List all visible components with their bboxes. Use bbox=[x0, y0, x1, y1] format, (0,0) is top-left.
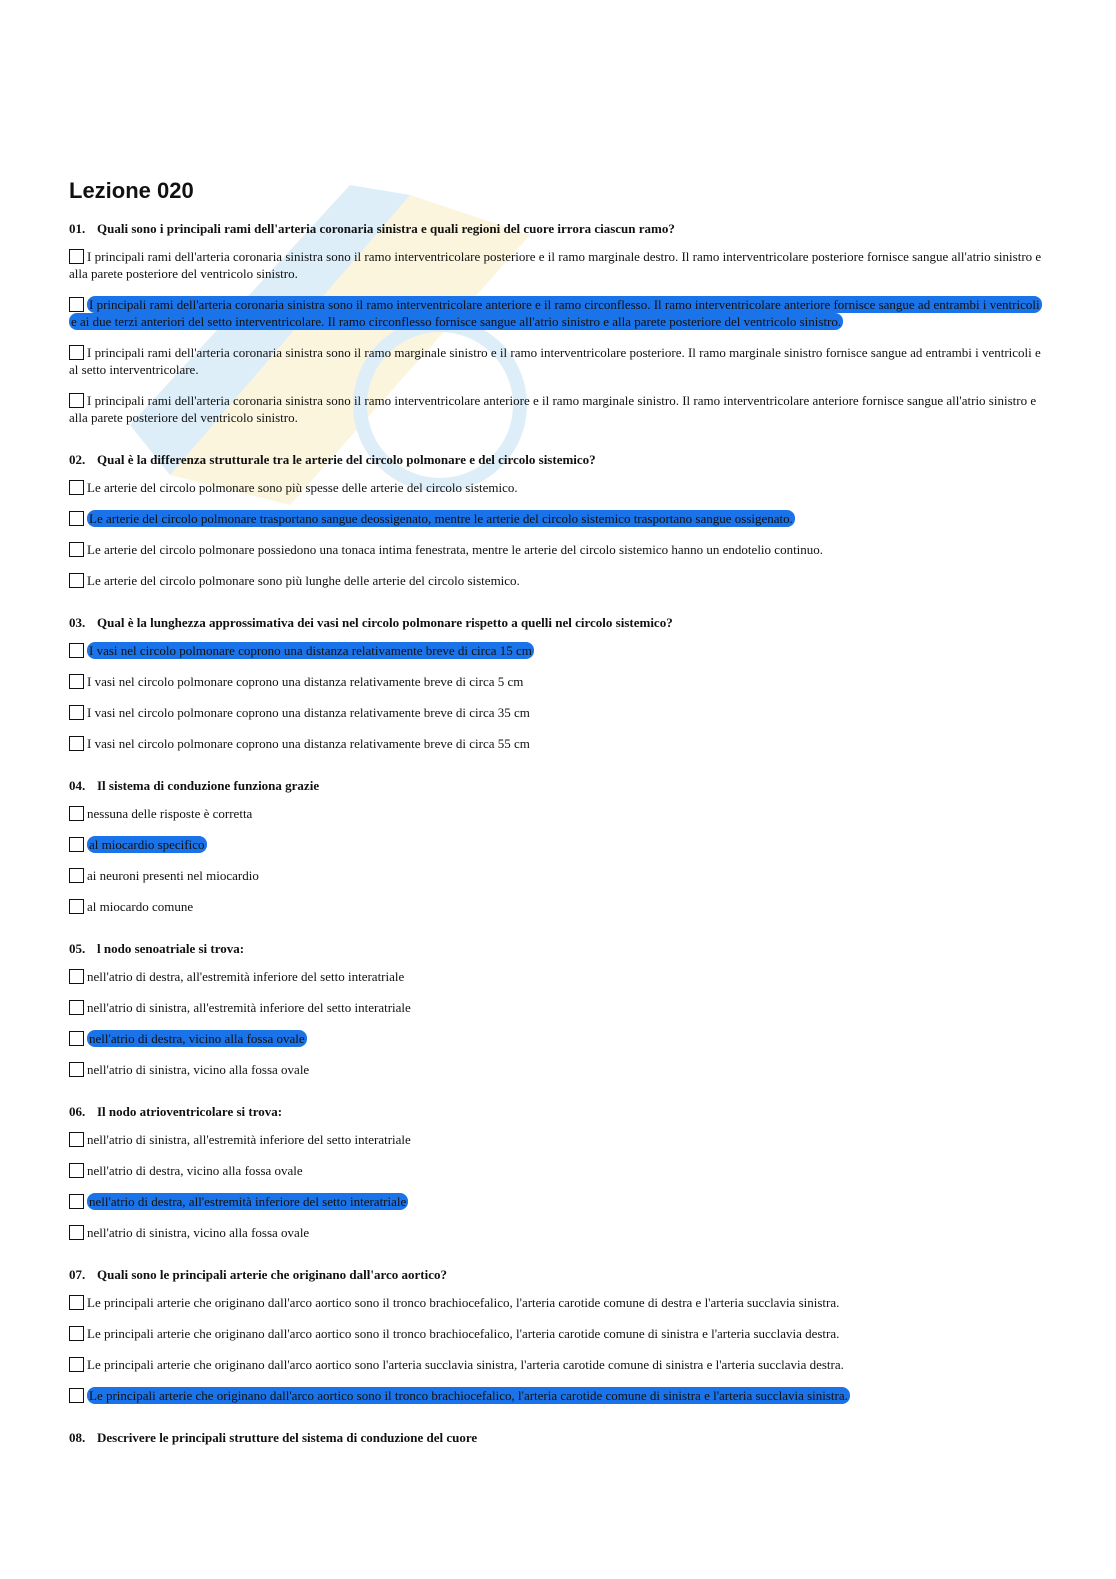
question-number: 05. bbox=[69, 941, 86, 957]
question-4 bbox=[69, 777, 1047, 915]
answer-checkbox[interactable] bbox=[69, 345, 84, 360]
answer-text: I principali rami dell'arteria coronaria sinistra sono il ramo interventricolare anteriore e il ramo marginale sinistro. Il ramo interventricolare anteriore fornisce sangue all'atrio sinistro e alla parete posteriore del ventricolo sinistro. bbox=[69, 393, 1037, 426]
answer-text: nell'atrio di sinistra, vicino alla fossa ovale bbox=[87, 1062, 310, 1078]
answer-text: nell'atrio di sinistra, vicino alla fossa ovale bbox=[87, 1225, 310, 1241]
highlighted-answer-text: al miocardio specifico bbox=[89, 837, 205, 853]
answer-option[interactable] bbox=[69, 296, 1047, 330]
answer-checkbox[interactable] bbox=[69, 674, 84, 689]
highlighted-answer-text: Le principali arterie che originano dall'arco aortico sono il tronco brachiocefalico, l'arteria carotide comune di sinistra e l'arteria succlavia sinistra. bbox=[89, 1388, 848, 1404]
answer-option[interactable] bbox=[69, 805, 1047, 822]
answer-checkbox[interactable] bbox=[69, 1295, 84, 1310]
answer-text: Le arterie del circolo polmonare sono più lunghe delle arterie del circolo sistemico. bbox=[87, 573, 520, 589]
answer-option[interactable] bbox=[69, 1294, 1047, 1311]
question-label: Quali sono i principali rami dell'arteria coronaria sinistra e quali regioni del cuore irrora ciascun ramo? bbox=[97, 221, 675, 237]
answer-checkbox[interactable] bbox=[69, 393, 84, 408]
question-label: Qual è la lunghezza approssimativa dei vasi nel circolo polmonare rispetto a quelli nel circolo sistemico? bbox=[97, 615, 673, 631]
question-text bbox=[69, 220, 1047, 238]
answer-checkbox[interactable] bbox=[69, 1163, 84, 1178]
answer-text: nell'atrio di destra, vicino alla fossa ovale bbox=[87, 1163, 303, 1179]
question-label: Descrivere le principali strutture del sistema di conduzione del cuore bbox=[97, 1430, 478, 1446]
answer-option[interactable] bbox=[69, 1387, 1047, 1404]
answer-text: I vasi nel circolo polmonare coprono una distanza relativamente breve di circa 5 cm bbox=[87, 674, 524, 690]
answer-text: I vasi nel circolo polmonare coprono una distanza relativamente breve di circa 35 cm bbox=[87, 705, 530, 721]
answer-text: nell'atrio di destra, all'estremità inferiore del setto interatriale bbox=[87, 969, 405, 985]
question-text bbox=[69, 1266, 1047, 1284]
answer-checkbox[interactable] bbox=[69, 1031, 84, 1046]
highlighted-answer-text: nell'atrio di destra, vicino alla fossa ovale bbox=[89, 1031, 305, 1047]
answer-text: ai neuroni presenti nel miocardio bbox=[87, 868, 259, 884]
answer-checkbox[interactable] bbox=[69, 705, 84, 720]
question-label: Il nodo atrioventricolare si trova: bbox=[97, 1104, 283, 1120]
answer-checkbox[interactable] bbox=[69, 1225, 84, 1240]
question-8 bbox=[69, 1429, 1047, 1447]
answer-option[interactable] bbox=[69, 1061, 1047, 1078]
answer-text: nell'atrio di sinistra, all'estremità inferiore del setto interatriale bbox=[87, 1132, 411, 1148]
question-text bbox=[69, 940, 1047, 958]
answer-checkbox[interactable] bbox=[69, 249, 84, 264]
answer-option[interactable] bbox=[69, 1030, 1047, 1047]
answer-text: nell'atrio di sinistra, all'estremità inferiore del setto interatriale bbox=[87, 1000, 411, 1016]
question-7 bbox=[69, 1266, 1047, 1404]
answer-option[interactable] bbox=[69, 392, 1047, 426]
question-5 bbox=[69, 940, 1047, 1078]
answer-text: nessuna delle risposte è corretta bbox=[87, 806, 253, 822]
answer-option[interactable] bbox=[69, 510, 1047, 527]
highlighted-answer-text: I vasi nel circolo polmonare coprono una distanza relativamente breve di circa 15 cm bbox=[89, 643, 532, 659]
answer-checkbox[interactable] bbox=[69, 297, 84, 312]
question-number: 08. bbox=[69, 1430, 86, 1446]
answer-checkbox[interactable] bbox=[69, 1357, 84, 1372]
answer-checkbox[interactable] bbox=[69, 1000, 84, 1015]
answer-text: Le principali arterie che originano dall'arco aortico sono l'arteria succlavia sinistra, l'arteria carotide comune di sinistra e l'arteria succlavia destra. bbox=[87, 1357, 844, 1373]
answer-checkbox[interactable] bbox=[69, 868, 84, 883]
question-text bbox=[69, 451, 1047, 469]
question-text bbox=[69, 1429, 1047, 1447]
question-text bbox=[69, 777, 1047, 795]
answer-checkbox[interactable] bbox=[69, 511, 84, 526]
question-number: 04. bbox=[69, 778, 86, 794]
answer-text: al miocardo comune bbox=[87, 899, 194, 915]
answer-checkbox[interactable] bbox=[69, 806, 84, 821]
answer-option[interactable] bbox=[69, 1325, 1047, 1342]
answer-checkbox[interactable] bbox=[69, 1194, 84, 1209]
answer-option[interactable] bbox=[69, 673, 1047, 690]
answer-option[interactable] bbox=[69, 541, 1047, 558]
answer-option[interactable] bbox=[69, 1131, 1047, 1148]
question-number: 01. bbox=[69, 221, 86, 237]
question-text bbox=[69, 614, 1047, 632]
highlighted-answer-text: I principali rami dell'arteria coronaria sinistra sono il ramo interventricolare anteriore e il ramo circonflesso. Il ramo interventricolare anteriore fornisce sangue ad entrambi i ventricoli e ai due terzi anteriori del setto interventricolare. Il ramo circonflesso fornisce sangue all'atrio sinistro e alla parete posteriore del ventricolo sinistro. bbox=[71, 297, 1040, 330]
answer-text: Le principali arterie che originano dall'arco aortico sono il tronco brachiocefalico, l'arteria carotide comune di sinistra e l'arteria succlavia destra. bbox=[87, 1326, 840, 1342]
answer-text: I vasi nel circolo polmonare coprono una distanza relativamente breve di circa 55 cm bbox=[87, 736, 530, 752]
answer-option[interactable] bbox=[69, 479, 1047, 496]
answer-option[interactable] bbox=[69, 867, 1047, 884]
answer-checkbox[interactable] bbox=[69, 899, 84, 914]
answer-option[interactable] bbox=[69, 999, 1047, 1016]
answer-text: Le arterie del circolo polmonare possiedono una tonaca intima fenestrata, mentre le arterie del circolo sistemico hanno un endotelio continuo. bbox=[87, 542, 824, 558]
answer-text: Le principali arterie che originano dall'arco aortico sono il tronco brachiocefalico, l'arteria carotide comune di destra e l'arteria succlavia sinistra. bbox=[87, 1295, 840, 1311]
question-label: Qual è la differenza strutturale tra le arterie del circolo polmonare e del circolo sistemico? bbox=[97, 452, 596, 468]
answer-option[interactable] bbox=[69, 1224, 1047, 1241]
answer-option[interactable] bbox=[69, 836, 1047, 853]
answer-text: Le arterie del circolo polmonare sono più spesse delle arterie del circolo sistemico. bbox=[87, 480, 518, 496]
document-page bbox=[69, 178, 1047, 1472]
answer-checkbox[interactable] bbox=[69, 1326, 84, 1341]
answer-checkbox[interactable] bbox=[69, 573, 84, 588]
answer-checkbox[interactable] bbox=[69, 1062, 84, 1077]
question-text bbox=[69, 1103, 1047, 1121]
answer-checkbox[interactable] bbox=[69, 643, 84, 658]
answer-checkbox[interactable] bbox=[69, 542, 84, 557]
question-number: 06. bbox=[69, 1104, 86, 1120]
answer-checkbox[interactable] bbox=[69, 969, 84, 984]
question-label: Il sistema di conduzione funziona grazie bbox=[97, 778, 320, 794]
question-number: 03. bbox=[69, 615, 86, 631]
answer-checkbox[interactable] bbox=[69, 736, 84, 751]
question-label: Quali sono le principali arterie che originano dall'arco aortico? bbox=[97, 1267, 448, 1283]
answer-option[interactable] bbox=[69, 1356, 1047, 1373]
page-title: Lezione 020 bbox=[69, 178, 194, 203]
answer-option[interactable] bbox=[69, 572, 1047, 589]
answer-text: I principali rami dell'arteria coronaria sinistra sono il ramo interventricolare posteriore e il ramo marginale destro. Il ramo interventricolare posteriore fornisce sangue all'atrio sinistro e alla parete posteriore del ventricolo sinistro. bbox=[69, 249, 1042, 282]
question-2 bbox=[69, 451, 1047, 589]
answer-option[interactable] bbox=[69, 735, 1047, 752]
question-6 bbox=[69, 1103, 1047, 1241]
answer-checkbox[interactable] bbox=[69, 1388, 84, 1403]
answer-checkbox[interactable] bbox=[69, 1132, 84, 1147]
highlighted-answer-text: nell'atrio di destra, all'estremità inferiore del setto interatriale bbox=[89, 1194, 407, 1210]
answer-checkbox[interactable] bbox=[69, 480, 84, 495]
question-number: 07. bbox=[69, 1267, 86, 1283]
answer-option[interactable] bbox=[69, 344, 1047, 378]
answer-option[interactable] bbox=[69, 898, 1047, 915]
question-1 bbox=[69, 220, 1047, 426]
answer-option[interactable] bbox=[69, 1193, 1047, 1210]
answer-option[interactable] bbox=[69, 642, 1047, 659]
answer-option[interactable] bbox=[69, 968, 1047, 985]
question-3 bbox=[69, 614, 1047, 752]
question-label: l nodo senoatriale si trova: bbox=[97, 941, 245, 957]
answer-checkbox[interactable] bbox=[69, 837, 84, 852]
question-list bbox=[69, 220, 1047, 1447]
answer-option[interactable] bbox=[69, 1162, 1047, 1179]
answer-option[interactable] bbox=[69, 704, 1047, 721]
highlighted-answer-text: Le arterie del circolo polmonare trasportano sangue deossigenato, mentre le arterie del circolo sistemico trasportano sangue ossigenato. bbox=[89, 511, 793, 527]
answer-text: I principali rami dell'arteria coronaria sinistra sono il ramo marginale sinistro e il ramo interventricolare posteriore. Il ramo marginale sinistro fornisce sangue ad entrambi i ventricoli e al setto interventricolare. bbox=[69, 345, 1041, 378]
answer-option[interactable] bbox=[69, 248, 1047, 282]
question-number: 02. bbox=[69, 452, 86, 468]
